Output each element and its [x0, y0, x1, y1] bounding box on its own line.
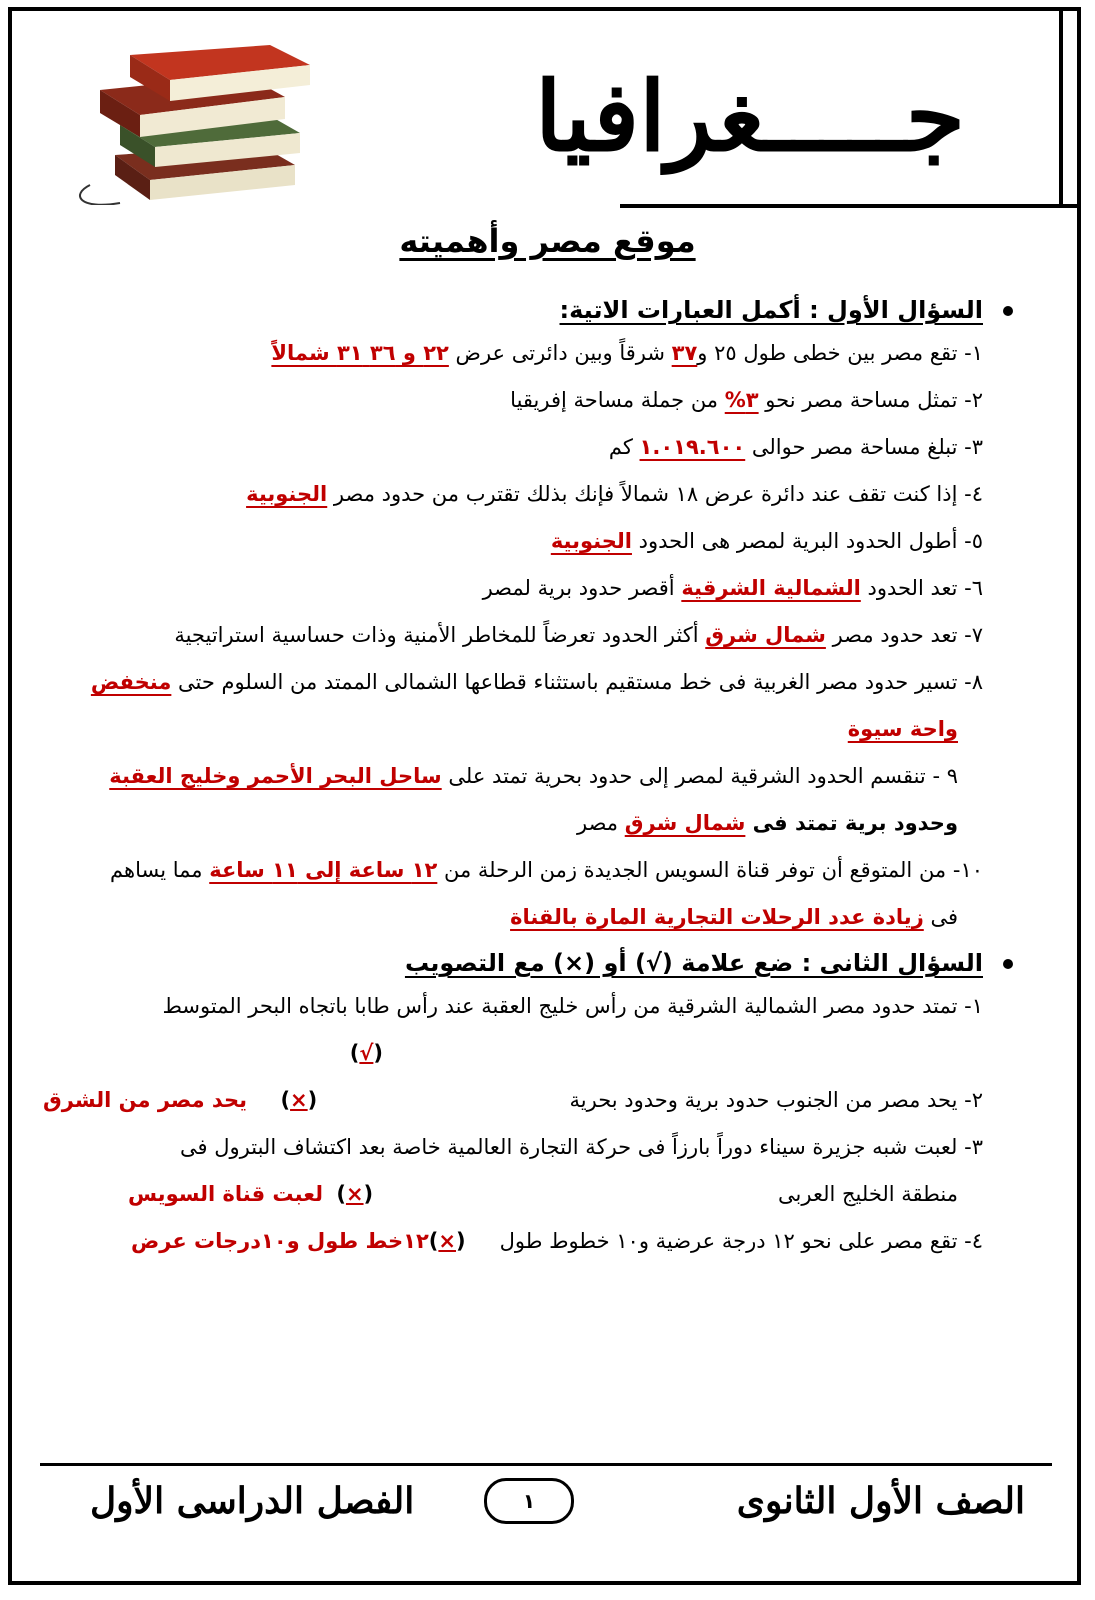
- question-2-heading: [43, 949, 983, 977]
- header-side-divider: [1059, 8, 1063, 208]
- item-text: أقصر حدود برية لمصر: [482, 576, 682, 600]
- item-text: ٥- أطول الحدود البرية لمصر هى الحدود: [631, 529, 983, 553]
- item-text: ٣- لعبت شبه جزيرة سيناء دوراً بارزاً فى حركة التجارة العالمية خاصة بعد اكتشاف البترول فى: [180, 1135, 983, 1159]
- q2-item-2-answer: [43, 1085, 317, 1115]
- item-text: ٢- يحد مصر من الجنوب حدود برية وحدود بحرية: [569, 1088, 983, 1112]
- answer: الجنوبية: [246, 482, 328, 506]
- item-text: ٩ - تنقسم الحدود الشرقية لمصر إلى حدود بحرية تمتد على: [441, 764, 958, 788]
- cross-mark: (×): [428, 1229, 466, 1253]
- lesson-title-text: موقع مصر وأهميته: [399, 222, 696, 260]
- item-text: ٤- إذا كنت تقف عند دائرة عرض ١٨ شمالاً فإنك بذلك تقترب من حدود مصر: [327, 482, 983, 506]
- footer-grade: الصف الأول الثانوى: [736, 1480, 1025, 1522]
- q1-item-1: [43, 338, 983, 368]
- correction: يحد مصر من الشرق: [43, 1088, 248, 1112]
- q1-item-7: [43, 620, 983, 650]
- check-mark: (√): [349, 1041, 383, 1065]
- footer-term: الفصل الدراسى الأول: [90, 1480, 415, 1522]
- q1-item-8-cont: [43, 714, 958, 744]
- q1-item-5: [43, 526, 983, 556]
- item-text: منطقة الخليج العربى: [778, 1182, 958, 1206]
- q2-item-1-mark: [43, 1038, 383, 1068]
- q1-item-2: [43, 385, 983, 415]
- bullet-icon: [1003, 959, 1013, 969]
- q2-item-3-answer: [128, 1179, 373, 1209]
- item-text: ٣- تبلغ مساحة مصر حوالى: [745, 435, 983, 459]
- question-1-heading: [43, 296, 983, 324]
- q1-item-4: [43, 479, 983, 509]
- q1-item-6: [43, 573, 983, 603]
- question-2-heading-text: السؤال الثانى : ضع علامة (√) أو (×) مع التصويب: [404, 949, 983, 977]
- q1-item-9: [43, 761, 958, 791]
- item-text: شرقاً وبين دائرتى عرض: [448, 341, 672, 365]
- bullet-icon: [1003, 306, 1013, 316]
- q1-item-9-cont: [43, 808, 958, 838]
- answer: زيادة عدد الرحلات التجارية المارة بالقناة: [510, 905, 924, 929]
- q2-item-1: [43, 991, 983, 1021]
- answer: ساحل البحر الأحمر وخليج العقبة: [109, 764, 442, 788]
- item-text: أكثر الحدود تعرضاً للمخاطر الأمنية وذات حساسية استراتيجية: [174, 623, 706, 647]
- q2-item-4-answer: [131, 1226, 466, 1256]
- item-text: فى: [923, 905, 958, 929]
- correction: لعبت قناة السويس: [128, 1182, 323, 1206]
- answer: ٣٧: [671, 341, 698, 365]
- answer: الشمالية الشرقية: [681, 576, 861, 600]
- item-text: ٢- تمثل مساحة مصر نحو: [758, 388, 983, 412]
- answer: ١٢ ساعة إلى ١١ ساعة: [209, 858, 438, 882]
- answer: واحة سيوة: [847, 717, 958, 741]
- q1-item-10-cont: [43, 902, 958, 932]
- q2-item-3: [43, 1132, 983, 1162]
- item-text: ٨- تسير حدود مصر الغربية فى خط مستقيم باستثناء قطاعها الشمالى الممتد من السلوم حتى: [171, 670, 983, 694]
- q2-item-3-cont: [128, 1179, 983, 1209]
- item-text: ١٠- من المتوقع أن توفر قناة السويس الجديدة زمن الرحلة من: [437, 858, 983, 882]
- cross-mark: (×): [336, 1182, 374, 1206]
- footer-divider: [40, 1463, 1052, 1466]
- q1-item-10: [43, 855, 983, 885]
- lesson-title: [0, 222, 1095, 260]
- question-1-heading-text: السؤال الأول : أكمل العبارات الاتية:: [559, 296, 983, 324]
- content: [43, 290, 983, 1273]
- item-text: ٦- تعد الحدود: [860, 576, 983, 600]
- q2-item-4: [43, 1226, 983, 1256]
- header-divider: [620, 204, 1077, 208]
- item-text: من جملة مساحة إفريقيا: [510, 388, 725, 412]
- answer: ٢٢ و ٣٦ ٣١ شمالاً: [271, 341, 449, 365]
- answer: الجنوبية: [550, 529, 632, 553]
- q2-item-2: [43, 1085, 983, 1115]
- item-text: ١- تمتد حدود مصر الشمالية الشرقية من رأس خليج العقبة عند رأس طابا باتجاه البحر المتوسط: [162, 994, 983, 1018]
- answer: ١.٠١٩.٦٠٠: [639, 435, 746, 459]
- item-text: ٧- تعد حدود مصر: [825, 623, 983, 647]
- books-illustration: [60, 35, 320, 205]
- item-text: كم: [608, 435, 640, 459]
- answer: شمال شرق: [624, 811, 746, 835]
- page-number: ١: [484, 1478, 574, 1524]
- cross-mark: (×): [280, 1088, 318, 1112]
- answer: ٣%: [724, 388, 759, 412]
- item-text: مصر: [577, 811, 625, 835]
- q1-item-3: [43, 432, 983, 462]
- answer: شمال شرق: [705, 623, 826, 647]
- item-text: ٤- تقع مصر على نحو ١٢ درجة عرضية و١٠ خطوط طول: [499, 1229, 983, 1253]
- item-text: ١- تقع مصر بين خطى طول ٢٥ و: [697, 341, 983, 365]
- answer: منخفض: [90, 670, 172, 694]
- item-text: وحدود برية تمتد فى: [745, 811, 958, 835]
- correction: ١٢خط طول و١٠درجات عرض: [131, 1229, 429, 1253]
- item-text: مما يساهم: [110, 858, 210, 882]
- page-title: جـــــغرافيا: [534, 60, 965, 173]
- q1-item-8: [43, 667, 983, 697]
